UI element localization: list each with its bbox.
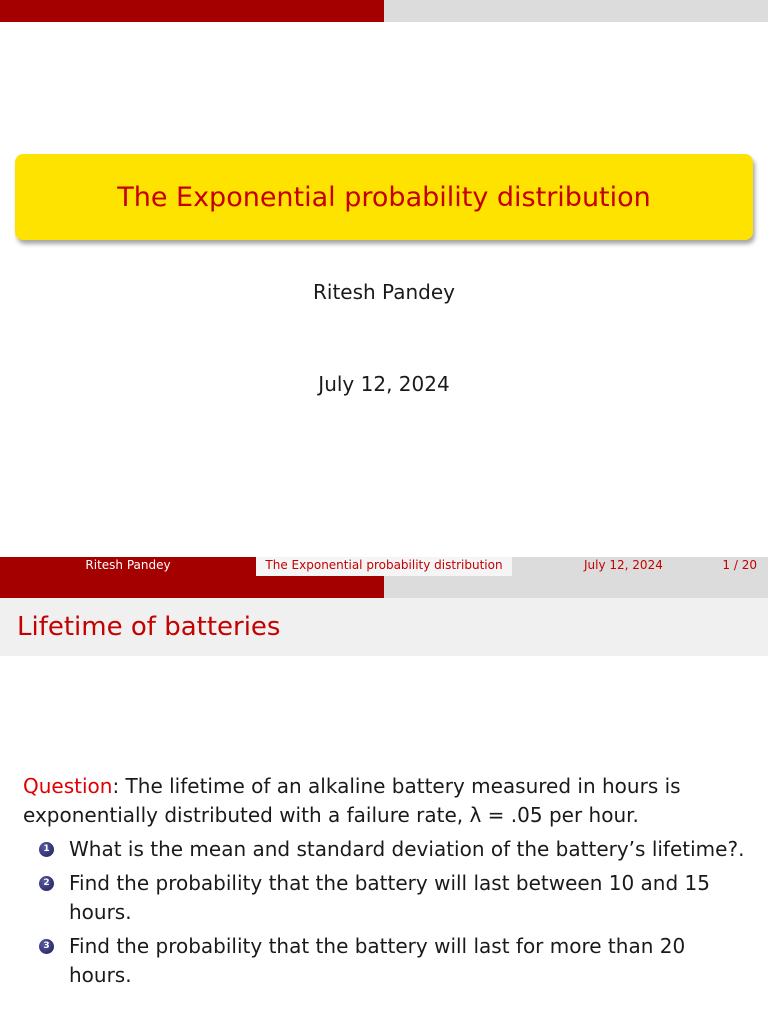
title-box	[15, 154, 753, 240]
content-slide	[0, 576, 768, 1024]
list-item	[23, 932, 753, 990]
footer-title: The Exponential probability distribution	[256, 557, 512, 576]
question-text: : The lifetime of an alkaline battery measured in hours is exponentially distributed with a failure rate, λ = .05 per hour.	[23, 774, 681, 827]
list-item-text: What is the mean and standard deviation of the battery’s lifetime?.	[69, 837, 745, 861]
top-bar-gray-segment	[384, 576, 768, 598]
top-bar	[0, 0, 768, 22]
top-bar	[0, 576, 768, 598]
top-bar-gray-segment	[384, 0, 768, 22]
slide-footer	[0, 557, 768, 576]
list-item-text: Find the probability that the battery will last between 10 and 15 hours.	[69, 871, 710, 924]
frame-title-bar	[0, 598, 768, 656]
footer-date: July 12, 2024	[584, 558, 663, 572]
question-paragraph	[23, 772, 753, 830]
question-list	[23, 835, 753, 990]
top-bar-red-segment	[0, 0, 384, 22]
slide-body	[23, 772, 753, 990]
frame-title: Lifetime of batteries	[17, 612, 281, 642]
item-number-bullet: 3	[39, 939, 54, 954]
list-item	[23, 835, 753, 864]
item-number-bullet: 1	[39, 842, 54, 857]
presentation-title: The Exponential probability distribution	[117, 181, 651, 213]
item-number-bullet: 2	[39, 876, 54, 891]
footer-author: Ritesh Pandey	[0, 557, 256, 576]
question-label: Question	[23, 774, 113, 798]
list-item-text: Find the probability that the battery will last for more than 20 hours.	[69, 934, 686, 987]
footer-page-number: 1 / 20	[722, 558, 757, 572]
presentation-date: July 12, 2024	[318, 372, 450, 396]
list-item	[23, 869, 753, 927]
author-name: Ritesh Pandey	[313, 280, 455, 304]
footer-date-page	[512, 557, 768, 576]
top-bar-red-segment	[0, 576, 384, 598]
